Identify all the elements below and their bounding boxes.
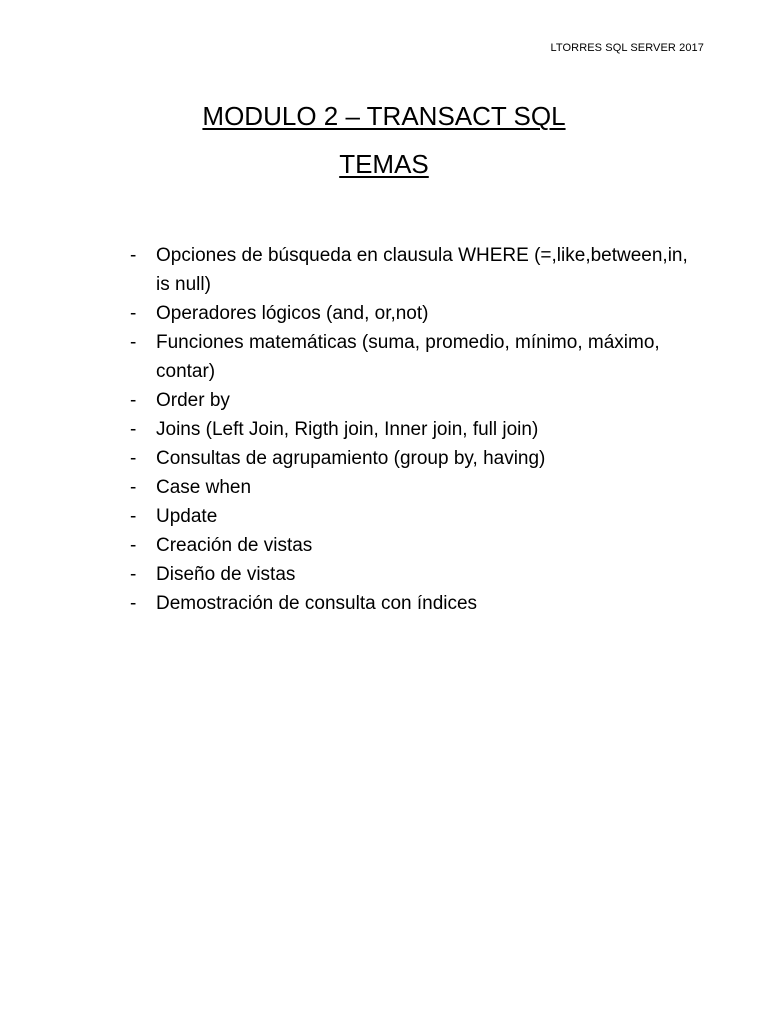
topic-text: Operadores lógicos (and, or,not) [156, 303, 429, 324]
document-title: MODULO 2 – TRANSACT SQL [202, 101, 566, 131]
bullet-dash: - [130, 564, 137, 585]
document-subtitle: TEMAS [339, 149, 429, 179]
topic-text: Creación de vistas [156, 535, 313, 556]
topic-text: Update [156, 506, 218, 527]
topic-text: Order by [156, 390, 230, 411]
topic-text: Demostración de consulta con índices [156, 593, 478, 614]
bullet-dash: - [130, 477, 137, 498]
topic-text: Joins (Left Join, Rigth join, Inner join, full join) [156, 419, 539, 440]
bullet-dash: - [130, 506, 137, 527]
bullet-dash: - [130, 419, 137, 440]
topic-text: Case when [156, 477, 252, 498]
topics-list [130, 241, 690, 618]
list-item [130, 328, 690, 386]
topic-text: Diseño de vistas [156, 564, 296, 585]
list-item [130, 299, 690, 328]
bullet-dash: - [130, 390, 137, 411]
header-note: LTORRES SQL SERVER 2017 [550, 42, 704, 54]
bullet-dash: - [130, 448, 137, 469]
topic-text: Funciones matemáticas (suma, promedio, mínimo, máximo, contar) [156, 332, 660, 382]
list-item [130, 241, 690, 299]
list-item [130, 531, 690, 560]
topic-text: Opciones de búsqueda en clausula WHERE (=,like,between,in, is null) [156, 245, 688, 295]
bullet-dash: - [130, 535, 137, 556]
list-item [130, 589, 690, 618]
bullet-dash: - [130, 332, 137, 353]
list-item [130, 502, 690, 531]
bullet-dash: - [130, 245, 137, 266]
bullet-dash: - [130, 303, 137, 324]
topic-text: Consultas de agrupamiento (group by, having) [156, 448, 546, 469]
list-item [130, 560, 690, 589]
list-item [130, 473, 690, 502]
list-item [130, 386, 690, 415]
bullet-dash: - [130, 593, 137, 614]
list-item [130, 444, 690, 473]
list-item [130, 415, 690, 444]
